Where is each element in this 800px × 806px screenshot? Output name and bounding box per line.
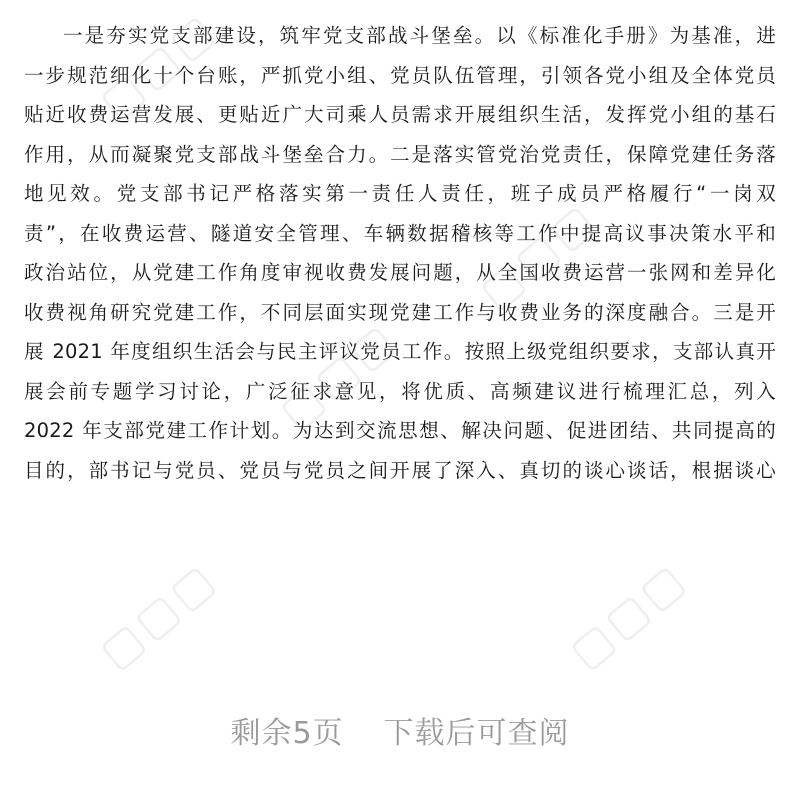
paragraph-line: 政治站位，从党建工作角度审视收费发展问题，从全国收费运营一张网和差异化 [24,261,776,284]
document-body [24,16,776,490]
download-prompt[interactable] [0,700,800,760]
watermark-stamp: ▢▢▢ [89,2,228,129]
watermark-stamp: ▢▢▢ [89,552,228,679]
paragraph-line: 收费视角研究党建工作，不同层面实现党建工作与收费业务的深度融合。三是开 [24,300,776,324]
watermark-stamp: ▢▢▢ [269,312,408,439]
paragraph-line: 目的，部书记与党员、党员与党员之间开展了深入、真切的谈心谈话，根据谈心 [24,458,776,482]
paragraph-line: 一是夯实党支部建设，筑牢党支部战斗堡垒。以《标准化手册》为基准，进 [63,24,776,47]
watermark-stamp: ▢▢▢ [469,192,608,319]
remaining-pages-text: 剩余5页 [230,716,344,751]
paragraph-line: 责”，在收费运营、隧道安全管理、车辆数据稽核等工作中提高议事决策水平和 [24,221,776,245]
paragraph-line: 地见效。党支部书记严格落实第一责任人责任，班子成员严格履行“一岗双 [24,182,776,205]
download-to-view-link[interactable]: 下载后可查阅 [383,716,570,751]
paragraph-line: 一步规范细化十个台账，严抓党小组、党员队伍管理，引领各党小组及全体党员 [24,63,776,87]
paragraph-line: 2022 年支部党建工作计划。为达到交流思想、解决问题、促进团结、共同提高的 [24,419,776,442]
paragraph-line: 作用，从而凝聚党支部战斗堡垒合力。二是落实管党治党责任，保障党建任务落 [24,142,776,166]
paragraph-line: 展会前专题学习讨论，广泛征求意见，将优质、高频建议进行梳理汇总，列入 [24,379,776,403]
paragraph-line: 展 2021 年度组织生活会与民主评议党员工作。按照上级党组织要求，支部认真开 [24,340,776,363]
watermark-stamp: ▢▢▢ [559,552,698,679]
paragraph-line: 贴近收费运营发展、更贴近广大司乘人员需求开展组织生活，发挥党小组的基石 [24,103,776,126]
